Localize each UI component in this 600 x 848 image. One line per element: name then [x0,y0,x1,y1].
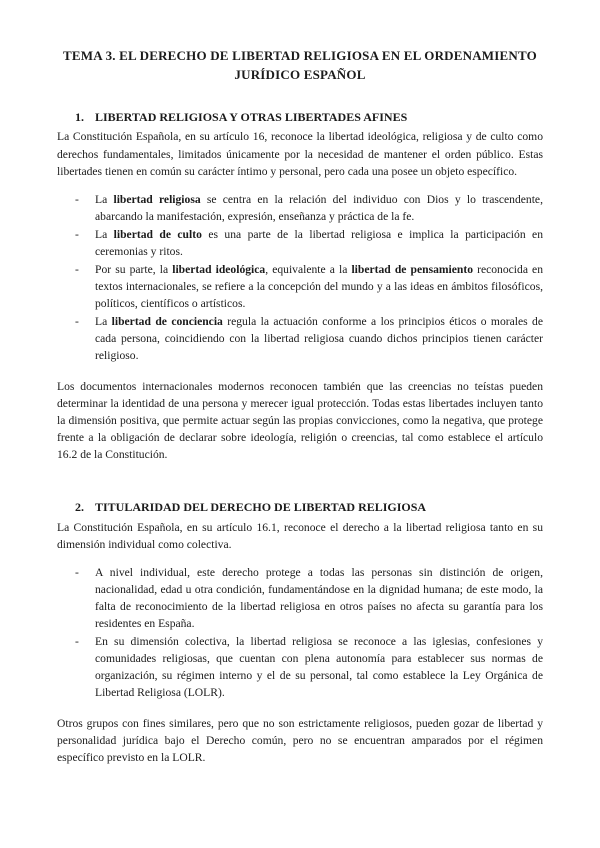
text-segment-bold: libertad de culto [113,227,202,241]
document-title-line-2: JURÍDICO ESPAÑOL [234,66,366,82]
bullet-item [57,191,543,225]
bullet-item [57,313,543,364]
text-segment: se centra en la relación del individuo con Dios y lo trascendente, abarcando la manifestación, expresión, enseñanza y práctica de la fe. [95,192,543,223]
section-1-heading-text: LIBERTAD RELIGIOSA Y OTRAS LIBERTADES AFINES [95,109,408,124]
bullet-dash: - [75,565,79,579]
text-segment-bold: libertad de conciencia [111,314,223,328]
text-segment: , equivalente a la [265,262,352,276]
bullet-dash: - [75,262,79,276]
section-1-bullet-list [57,191,543,364]
text-segment: reconocida en textos internacionales, se refiere a la concepción del mundo y a las ideas en ámbitos filosóficos, políticos, científicos o artísticos. [95,262,543,310]
section-2-outro-paragraph: Otros grupos con fines similares, pero que no son estrictamente religiosos, pueden gozar de libertad y personalidad jurídica bajo el Derecho común, pero no se encuentran amparados por el régimen específico previsto en la LOLR. [57,717,543,765]
section-2-heading [75,499,543,516]
bullet-text [95,313,543,364]
bullet-text [95,191,543,225]
bullet-dash: - [75,192,79,206]
section-2-bullet-list [57,564,543,701]
text-segment-bold: libertad religiosa [113,192,201,206]
text-segment: La [95,227,114,241]
bullet-text [95,226,543,260]
bullet-item [57,261,543,312]
bullet-dash: - [75,635,79,649]
section-1-number: 1. [75,109,84,124]
document-title [57,47,543,85]
section-2 [57,499,543,766]
section-2-heading-text: TITULARIDAD DEL DERECHO DE LIBERTAD RELIGIOSA [95,500,427,515]
section-1-intro-paragraph: La Constitución Española, en su artículo 16, reconoce la libertad ideológica, religiosa y de culto como derechos fundamentales, limitados únicamente por la necesidad de mantener el orden público. Estas libertades tienen en común su carácter íntimo y personal, pero cada una posee un objeto específico. [57,130,543,178]
section-1 [57,109,543,463]
text-segment: regula la actuación conforme a los principios éticos o morales de cada persona, coincidiendo con la libertad religiosa cuando dichos principios tienen carácter religioso. [95,314,543,362]
section-2-number: 2. [75,500,84,515]
text-segment: A nivel individual, este derecho protege a todas las personas sin distinción de origen, nacionalidad, edad u otra condición, fundamentándose en la dignidad humana; de este modo, la falta de reconocimiento de la libertad religiosa en otros países no afecta su garantía para los residentes en España. [95,565,543,630]
bullet-item [57,633,543,701]
bullet-dash: - [75,314,79,328]
bullet-text [95,564,543,632]
text-segment: Por su parte, la [95,262,173,276]
section-1-outro-paragraph: Los documentos internacionales modernos reconocen también que las creencias no teístas pueden determinar la identidad de una persona y merecer igual protección. Todas estas libertades incluyen tanto la dimensión positiva, que permite actuar según las propias convicciones, como la negativa, que protege frente a la obligación de declarar sobre ideología, religión o creencias, tal como establece el artículo 16.2 de la Constitución. [57,379,543,462]
text-segment: es una parte de la libertad religiosa e implica la participación en ceremonias y ritos. [95,227,543,258]
document-title-line-1: TEMA 3. EL DERECHO DE LIBERTAD RELIGIOSA EN EL ORDENAMIENTO [63,48,537,63]
bullet-text [95,633,543,701]
text-segment-bold: libertad de pensamiento [351,262,474,276]
section-1-heading [75,109,543,126]
bullet-item [57,226,543,260]
section-2-intro-paragraph: La Constitución Española, en su artículo 16.1, reconoce el derecho a la libertad religiosa tanto en su dimensión individual como colectiva. [57,520,543,551]
bullet-item [57,564,543,632]
bullet-text [95,261,543,312]
text-segment-bold: libertad ideológica [172,262,266,276]
text-segment: La [95,192,114,206]
text-segment: La [95,314,112,328]
text-segment: En su dimensión colectiva, la libertad religiosa se reconoce a las iglesias, confesiones y comunidades religiosas, que cuentan con plena autonomía para establecer sus normas de organización, su régimen interno y el de su personal, tal como establece la Ley Orgánica de Libertad Religiosa (LOLR). [95,635,543,700]
bullet-dash: - [75,227,79,241]
